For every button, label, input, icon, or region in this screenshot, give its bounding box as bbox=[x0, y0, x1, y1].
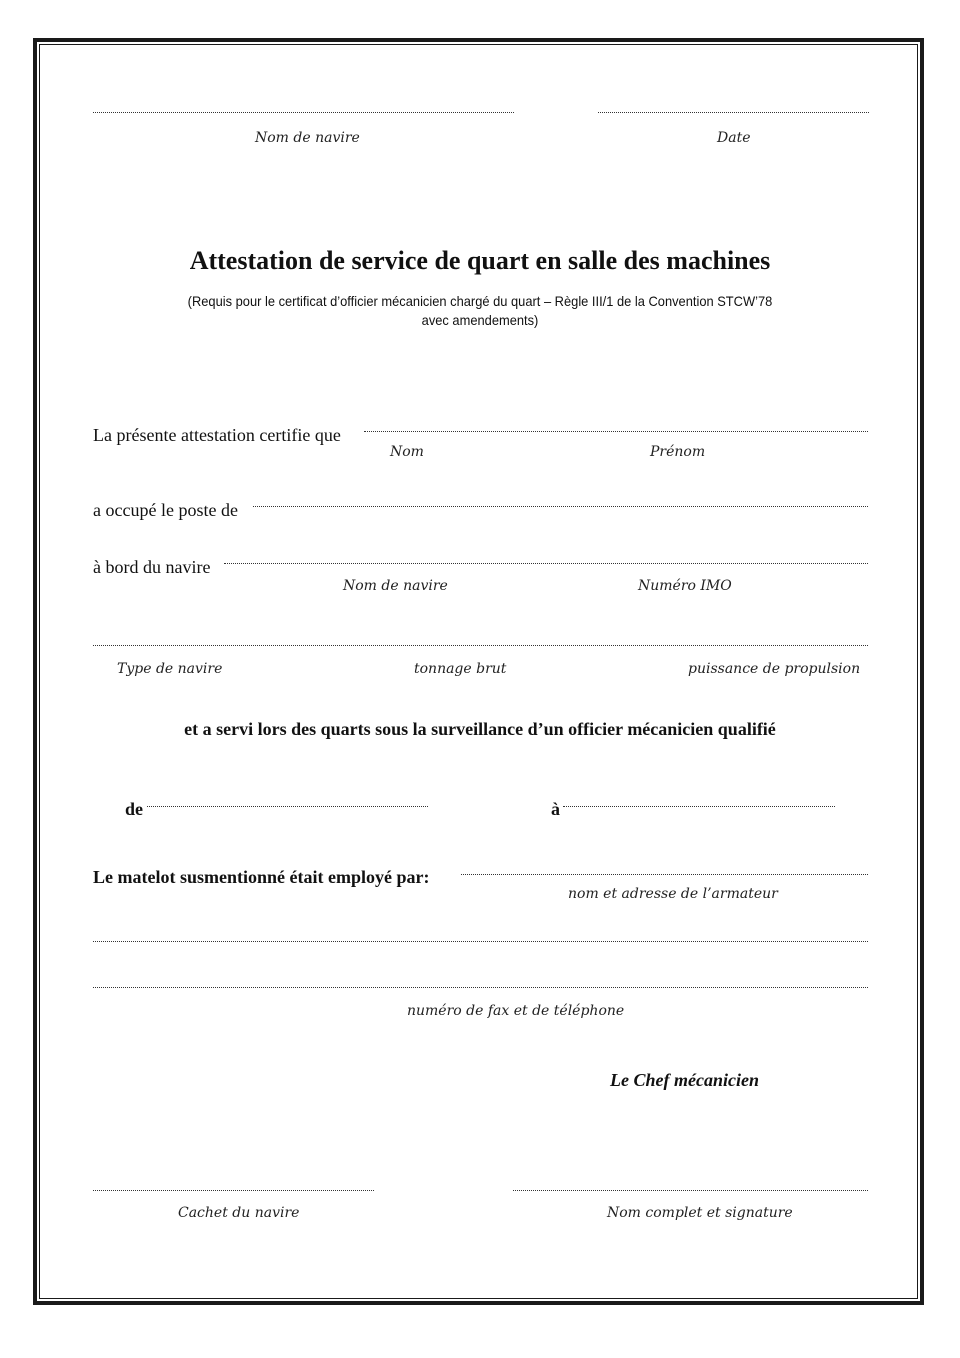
document-title: Attestation de service de quart en salle des machines bbox=[189, 246, 771, 275]
served-statement: et a servi lors des quarts sous la surveillance d’un officier mécanicien qualifié bbox=[184, 719, 776, 739]
propulsion-label: puissance de propulsion bbox=[688, 661, 861, 677]
subtitle-line-2: avec amendements) bbox=[421, 312, 539, 328]
vessel-type-label: Type de navire bbox=[117, 661, 223, 677]
ship-name-field[interactable] bbox=[93, 112, 514, 113]
aboard-text: à bord du navire bbox=[93, 557, 211, 577]
imo-label: Numéro IMO bbox=[638, 578, 732, 594]
position-field[interactable] bbox=[253, 506, 868, 507]
signature-label: Nom complet et signature bbox=[607, 1205, 793, 1221]
to-date-field[interactable] bbox=[563, 806, 835, 807]
nom-label: Nom bbox=[390, 444, 424, 460]
position-text: a occupé le poste de bbox=[93, 500, 238, 520]
to-text: à bbox=[551, 799, 560, 819]
ship-stamp-field[interactable] bbox=[93, 1190, 374, 1191]
signature-field[interactable] bbox=[513, 1190, 868, 1191]
certifies-text: La présente attestation certifie que bbox=[93, 425, 341, 445]
gross-tonnage-label: tonnage brut bbox=[414, 661, 507, 677]
ship-name-label: Nom de navire bbox=[255, 130, 360, 146]
seafarer-name-field[interactable] bbox=[364, 431, 868, 432]
vessel-name-label: Nom de navire bbox=[343, 578, 448, 594]
employer-field[interactable] bbox=[461, 874, 868, 875]
fax-phone-label: numéro de fax et de téléphone bbox=[407, 1003, 625, 1019]
employed-text: Le matelot susmentionné était employé par: bbox=[93, 867, 430, 887]
address-field-2[interactable] bbox=[93, 987, 868, 988]
from-text: de bbox=[125, 799, 143, 819]
date-field[interactable] bbox=[598, 112, 869, 113]
subtitle-line-1: (Requis pour le certificat d’officier mécanicien chargé du quart – Règle III/1 de la Convention STCW’78 bbox=[187, 293, 773, 309]
chief-engineer-title: Le Chef mécanicien bbox=[610, 1070, 759, 1090]
owner-label: nom et adresse de l’armateur bbox=[568, 886, 778, 902]
document-subtitle bbox=[167, 292, 793, 330]
from-date-field[interactable] bbox=[147, 806, 428, 807]
address-field-1[interactable] bbox=[93, 941, 868, 942]
date-label: Date bbox=[717, 130, 751, 146]
vessel-details-field[interactable] bbox=[93, 645, 868, 646]
vessel-field[interactable] bbox=[224, 563, 868, 564]
prenom-label: Prénom bbox=[650, 444, 706, 460]
ship-stamp-label: Cachet du navire bbox=[178, 1205, 300, 1221]
